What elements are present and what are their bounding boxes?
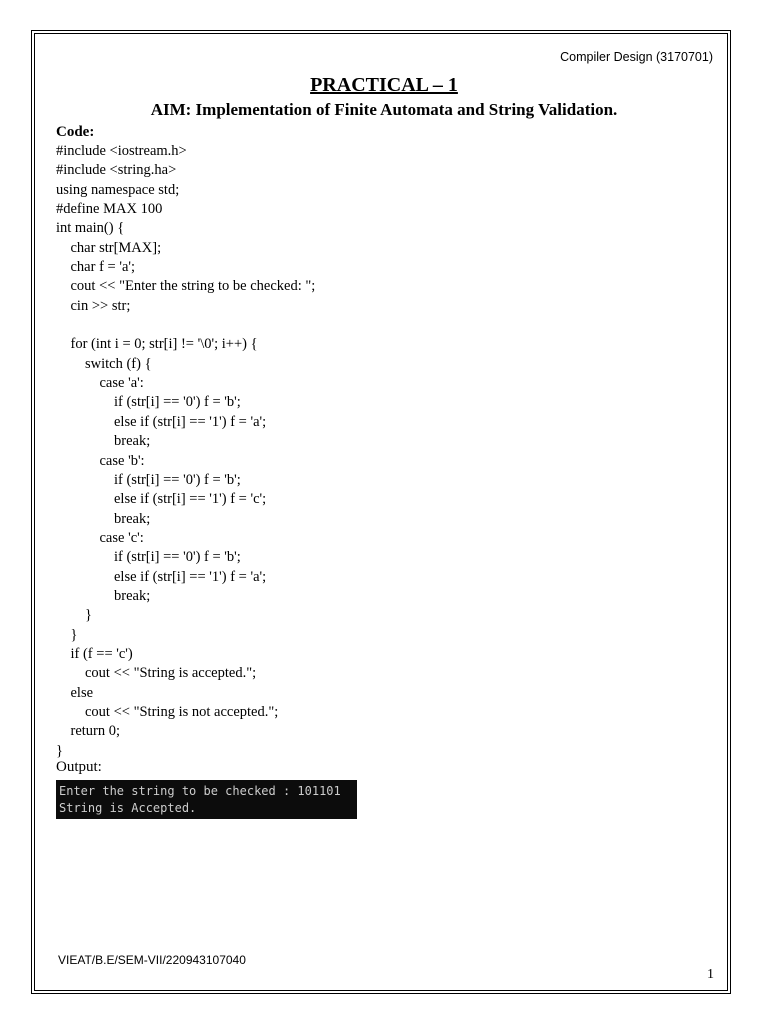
code-line: } — [56, 626, 78, 643]
code-line: int main() { — [56, 220, 125, 237]
page-number: 1 — [707, 967, 714, 982]
code-line: if (str[i] == '0') f = 'b'; — [56, 471, 241, 488]
aim-heading: AIM: Implementation of Finite Automata and String Validation. — [150, 100, 618, 119]
code-line: for (int i = 0; str[i] != '\0'; i++) { — [56, 336, 258, 353]
code-line: #include <string.ha> — [56, 162, 177, 179]
code-line: break; — [56, 510, 151, 527]
terminal-output — [56, 780, 357, 819]
code-line: cout << "Enter the string to be checked: "; — [56, 278, 316, 295]
code-line: switch (f) { — [56, 355, 152, 372]
code-line: } — [56, 607, 92, 624]
code-line: } — [56, 742, 63, 759]
code-line: cout << "String is accepted."; — [56, 665, 257, 682]
terminal-line: Enter the string to be checked : 101101 — [59, 784, 341, 798]
footer-student-id: VIEAT/B.E/SEM-VII/220943107040 — [58, 953, 246, 967]
code-line: case 'b': — [56, 452, 145, 469]
code-line: cout << "String is not accepted."; — [56, 703, 279, 720]
code-line: cin >> str; — [56, 297, 131, 314]
terminal-line: String is Accepted. — [59, 801, 197, 815]
code-line: case 'c': — [56, 529, 144, 546]
code-line: else if (str[i] == '1') f = 'c'; — [56, 491, 267, 508]
code-line: break; — [56, 587, 151, 604]
code-line: else if (str[i] == '1') f = 'a'; — [56, 568, 267, 585]
code-line: char f = 'a'; — [56, 259, 136, 276]
practical-title: PRACTICAL – 1 — [310, 74, 458, 96]
course-header: Compiler Design (3170701) — [560, 50, 713, 64]
code-line: char str[MAX]; — [56, 239, 162, 256]
code-line: if (str[i] == '0') f = 'b'; — [56, 549, 241, 566]
code-line: else if (str[i] == '1') f = 'a'; — [56, 413, 267, 430]
code-line: else — [56, 684, 94, 701]
code-line: #include <iostream.h> — [56, 143, 187, 159]
code-line: using namespace std; — [56, 181, 180, 198]
code-line — [56, 316, 315, 335]
output-label: Output: — [56, 759, 102, 775]
code-line: case 'a': — [56, 375, 144, 392]
code-line: #define MAX 100 — [56, 201, 163, 218]
code-line: if (f == 'c') — [56, 645, 133, 662]
code-line: if (str[i] == '0') f = 'b'; — [56, 394, 241, 411]
code-block — [56, 142, 315, 761]
code-line: break; — [56, 433, 151, 450]
code-label: Code: — [56, 124, 95, 140]
code-line: return 0; — [56, 723, 121, 740]
